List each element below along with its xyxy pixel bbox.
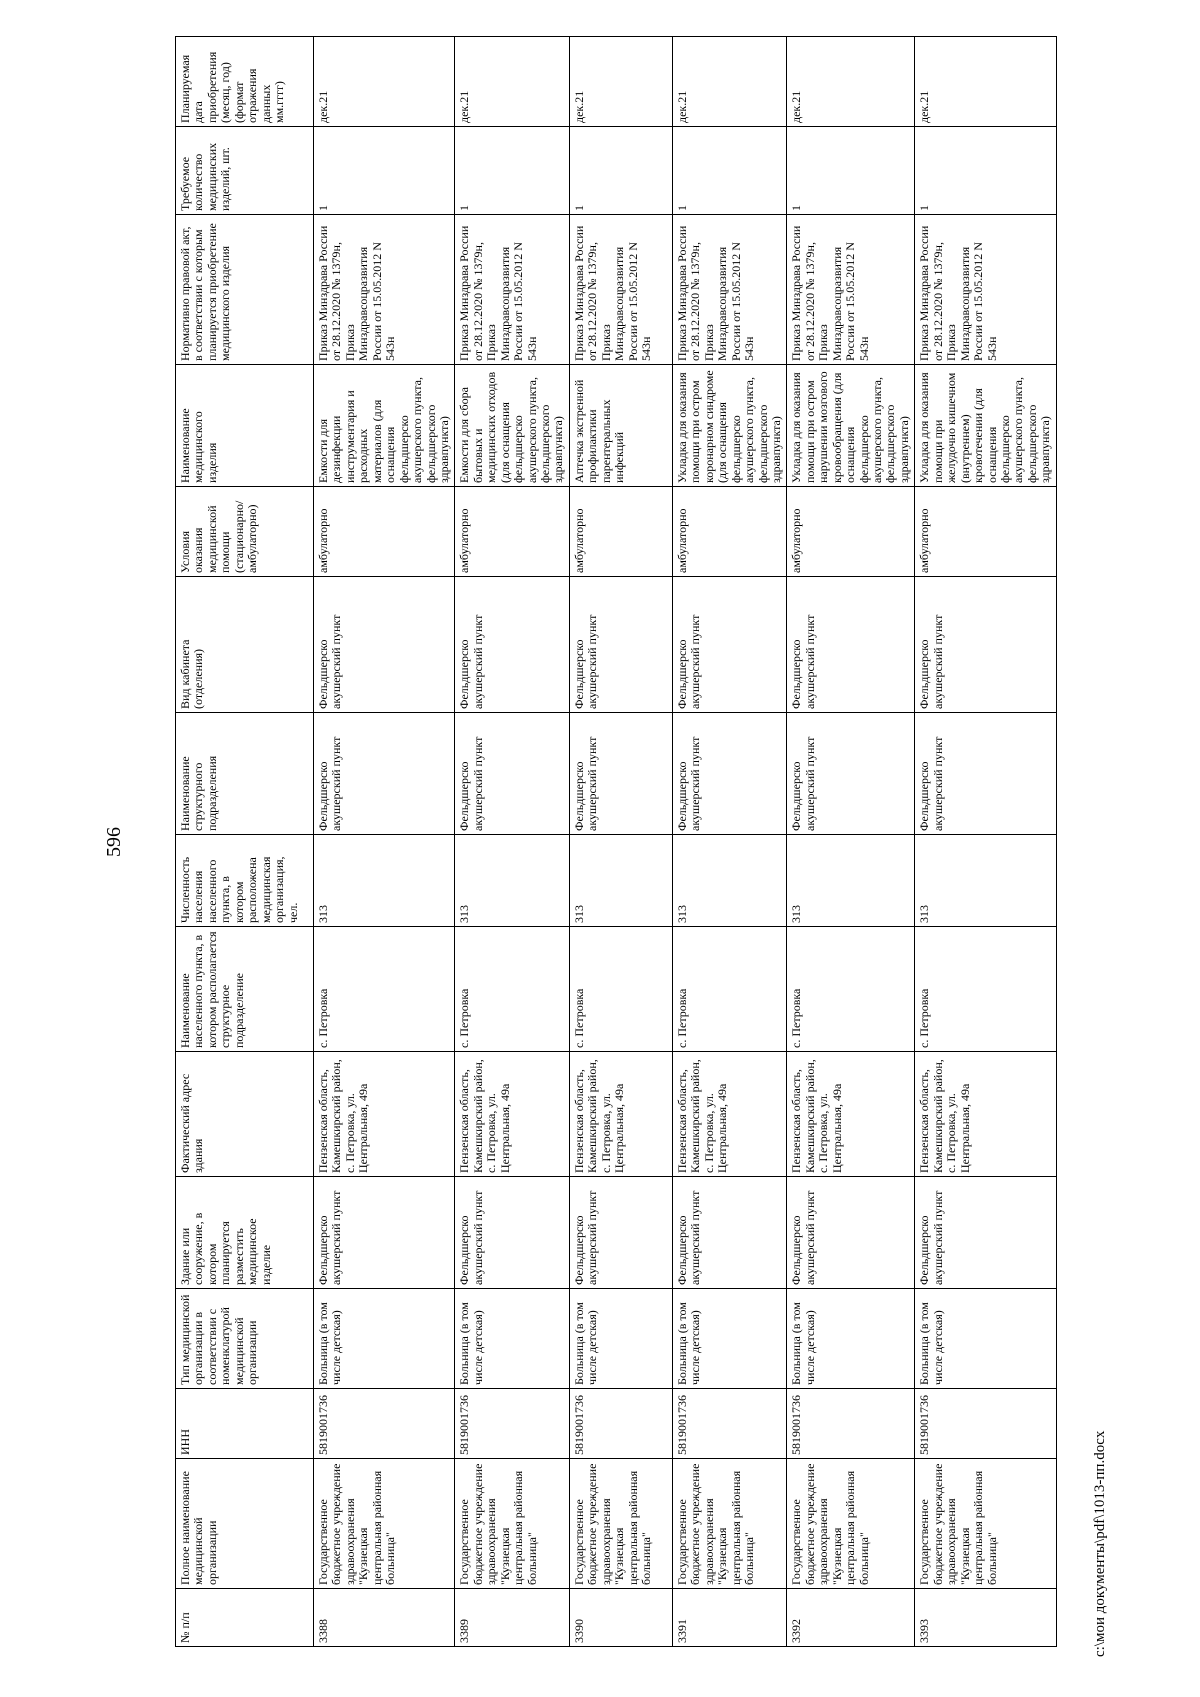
cell-cabinet: Фельдшерско акушерский пункт: [455, 577, 570, 713]
cell-qty: 1: [455, 127, 570, 215]
cell-cabinet: Фельдшерско акушерский пункт: [569, 577, 672, 713]
cell-conditions: амбулаторно: [672, 487, 787, 577]
cell-settlement: с. Петровка: [569, 927, 672, 1052]
cell-type: Больница (в том числе детская): [787, 1289, 915, 1389]
cell-device: Емкости для сбора бытовых и медицинских отходов (для оснащения фельдшерско акушерского пункта, фельдшерского здравпункта): [455, 365, 570, 487]
cell-cabinet: Фельдшерско акушерский пункт: [672, 577, 787, 713]
cell-qty: 1: [672, 127, 787, 215]
cell-device: Емкости для дезинфекции инструментария и расходных материалов (для оснащения фельдшерско акушерского пункта, фельдшерского здравпункта): [314, 365, 455, 487]
cell-org: Государственное бюджетное учреждение здравоохранения "Кузнецкая центральная районная больница": [915, 1459, 1056, 1589]
cell-address: Пензенская область, Камешкирский район, с. Петровка, ул. Центральная, 49а: [314, 1052, 455, 1177]
cell-settlement: с. Петровка: [787, 927, 915, 1052]
footer-file-path: c:\мои документы\pdf\1013-пп.docx: [1092, 1430, 1108, 1657]
cell-subdivision: Фельдшерско акушерский пункт: [314, 713, 455, 835]
cell-type: Больница (в том числе детская): [314, 1289, 455, 1389]
cell-cabinet: Фельдшерско акушерский пункт: [314, 577, 455, 713]
table-row: [314, 37, 455, 1647]
cell-org: Государственное бюджетное учреждение здравоохранения "Кузнецкая центральная районная больница": [569, 1459, 672, 1589]
cell-type: Больница (в том числе детская): [455, 1289, 570, 1389]
header-cell: Наименование медицинского изделия: [176, 365, 314, 487]
cell-qty: 1: [787, 127, 915, 215]
table-row: [672, 37, 787, 1647]
table-row: [569, 37, 672, 1647]
cell-subdivision: Фельдшерско акушерский пункт: [915, 713, 1056, 835]
cell-date: дек.21: [672, 37, 787, 127]
cell-act: Приказ Минздрава России от 28.12.2020 № 1379н, Приказ Минздравсоцразвития России от 15.05.2012 N 543н: [314, 215, 455, 365]
header-cell: Требуемое количество медицинских изделий, шт.: [176, 127, 314, 215]
page-number: 596: [103, 827, 125, 857]
cell-inn: 5819001736: [314, 1389, 455, 1459]
cell-subdivision: Фельдшерско акушерский пункт: [672, 713, 787, 835]
header-cell: Здание или сооружение, в котором планируется разместить медицинское изделие: [176, 1177, 314, 1289]
cell-building: Фельдшерско акушерский пункт: [569, 1177, 672, 1289]
cell-cabinet: Фельдшерско акушерский пункт: [915, 577, 1056, 713]
cell-device: Укладка для оказания помощи при желудочно кишечном (внутреннем) кровотечении (для оснащения фельдшерско акушерского пункта, фельдшерского здравпункта): [915, 365, 1056, 487]
cell-building: Фельдшерско акушерский пункт: [787, 1177, 915, 1289]
cell-num: 3391: [672, 1589, 787, 1647]
cell-inn: 5819001736: [455, 1389, 570, 1459]
cell-conditions: амбулаторно: [314, 487, 455, 577]
cell-device: Укладка для оказания помощи при остром коронарном синдроме (для оснащения фельдшерско акушерского пункта, фельдшерского здравпункта): [672, 365, 787, 487]
cell-device: Укладка для оказания помощи при остром нарушении мозгового кровообращения (для оснащения фельдшерско акушерского пункта, фельдшерского здравпункта): [787, 365, 915, 487]
cell-act: Приказ Минздрава России от 28.12.2020 № 1379н, Приказ Минздравсоцразвития России от 15.05.2012 N 543н: [915, 215, 1056, 365]
cell-device: Аптечка экстренной профилактики парентеральных инфекций: [569, 365, 672, 487]
cell-inn: 5819001736: [672, 1389, 787, 1459]
header-cell: Нормативно правовой акт, в соответствии с которым планируется приобретение медицинского изделия: [176, 215, 314, 365]
cell-address: Пензенская область, Камешкирский район, с. Петровка, ул. Центральная, 49а: [672, 1052, 787, 1177]
cell-num: 3390: [569, 1589, 672, 1647]
cell-subdivision: Фельдшерско акушерский пункт: [455, 713, 570, 835]
cell-building: Фельдшерско акушерский пункт: [672, 1177, 787, 1289]
cell-org: Государственное бюджетное учреждение здравоохранения "Кузнецкая центральная районная больница": [672, 1459, 787, 1589]
cell-date: дек.21: [455, 37, 570, 127]
table-row: [915, 37, 1056, 1647]
cell-qty: 1: [569, 127, 672, 215]
cell-population: 313: [787, 835, 915, 927]
cell-num: 3389: [455, 1589, 570, 1647]
header-cell: Наименование населенного пункта, в котором располагается структурное подразделение: [176, 927, 314, 1052]
cell-settlement: с. Петровка: [915, 927, 1056, 1052]
cell-settlement: с. Петровка: [672, 927, 787, 1052]
cell-num: 3388: [314, 1589, 455, 1647]
cell-address: Пензенская область, Камешкирский район, с. Петровка, ул. Центральная, 49а: [569, 1052, 672, 1177]
table-header-row: [176, 37, 314, 1647]
cell-population: 313: [569, 835, 672, 927]
table-row: [455, 37, 570, 1647]
header-cell: Условия оказания медицинской помощи (стационарно/ амбулаторно): [176, 487, 314, 577]
cell-date: дек.21: [314, 37, 455, 127]
cell-population: 313: [672, 835, 787, 927]
cell-type: Больница (в том числе детская): [672, 1289, 787, 1389]
header-cell: Наименование структурного подразделения: [176, 713, 314, 835]
header-cell: ИНН: [176, 1389, 314, 1459]
cell-conditions: амбулаторно: [455, 487, 570, 577]
cell-inn: 5819001736: [569, 1389, 672, 1459]
cell-org: Государственное бюджетное учреждение здравоохранения "Кузнецкая центральная районная больница": [455, 1459, 570, 1589]
cell-qty: 1: [915, 127, 1056, 215]
header-cell: Вид кабинета (отделения): [176, 577, 314, 713]
cell-population: 313: [314, 835, 455, 927]
cell-qty: 1: [314, 127, 455, 215]
cell-org: Государственное бюджетное учреждение здравоохранения "Кузнецкая центральная районная больница": [314, 1459, 455, 1589]
cell-address: Пензенская область, Камешкирский район, с. Петровка, ул. Центральная, 49а: [915, 1052, 1056, 1177]
cell-building: Фельдшерско акушерский пункт: [915, 1177, 1056, 1289]
header-cell: Численность населения населенного пункта, в котором расположена медицинская организация, чел.: [176, 835, 314, 927]
cell-act: Приказ Минздрава России от 28.12.2020 № 1379н, Приказ Минздравсоцразвития России от 15.05.2012 N 543н: [455, 215, 570, 365]
header-cell: Фактический адрес здания: [176, 1052, 314, 1177]
header-cell: Планируемая дата приобретения (месяц, год) (формат отражения данных мм.гггг): [176, 37, 314, 127]
cell-conditions: амбулаторно: [787, 487, 915, 577]
cell-date: дек.21: [915, 37, 1056, 127]
header-cell: Полное наименование медицинской организации: [176, 1459, 314, 1589]
header-cell: Тип медицинской организации в соответствии с номенклатурой медицинской организации: [176, 1289, 314, 1389]
cell-type: Больница (в том числе детская): [569, 1289, 672, 1389]
cell-building: Фельдшерско акушерский пункт: [314, 1177, 455, 1289]
cell-subdivision: Фельдшерско акушерский пункт: [569, 713, 672, 835]
cell-population: 313: [915, 835, 1056, 927]
cell-settlement: с. Петровка: [455, 927, 570, 1052]
cell-num: 3393: [915, 1589, 1056, 1647]
cell-cabinet: Фельдшерско акушерский пункт: [787, 577, 915, 713]
cell-inn: 5819001736: [787, 1389, 915, 1459]
cell-type: Больница (в том числе детская): [915, 1289, 1056, 1389]
cell-date: дек.21: [569, 37, 672, 127]
cell-num: 3392: [787, 1589, 915, 1647]
cell-building: Фельдшерско акушерский пункт: [455, 1177, 570, 1289]
cell-address: Пензенская область, Камешкирский район, с. Петровка, ул. Центральная, 49а: [787, 1052, 915, 1177]
cell-address: Пензенская область, Камешкирский район, с. Петровка, ул. Центральная, 49а: [455, 1052, 570, 1177]
cell-act: Приказ Минздрава России от 28.12.2020 № 1379н, Приказ Минздравсоцразвития России от 15.05.2012 N 543н: [569, 215, 672, 365]
cell-conditions: амбулаторно: [915, 487, 1056, 577]
registry-table: [175, 36, 1057, 1647]
header-cell: № п/п: [176, 1589, 314, 1647]
cell-conditions: амбулаторно: [569, 487, 672, 577]
cell-org: Государственное бюджетное учреждение здравоохранения "Кузнецкая центральная районная больница": [787, 1459, 915, 1589]
cell-act: Приказ Минздрава России от 28.12.2020 № 1379н, Приказ Минздравсоцразвития России от 15.05.2012 N 543н: [672, 215, 787, 365]
cell-population: 313: [455, 835, 570, 927]
cell-subdivision: Фельдшерско акушерский пункт: [787, 713, 915, 835]
table-row: [787, 37, 915, 1647]
cell-date: дек.21: [787, 37, 915, 127]
cell-act: Приказ Минздрава России от 28.12.2020 № 1379н, Приказ Минздравсоцразвития России от 15.05.2012 N 543н: [787, 215, 915, 365]
cell-inn: 5819001736: [915, 1389, 1056, 1459]
cell-settlement: с. Петровка: [314, 927, 455, 1052]
